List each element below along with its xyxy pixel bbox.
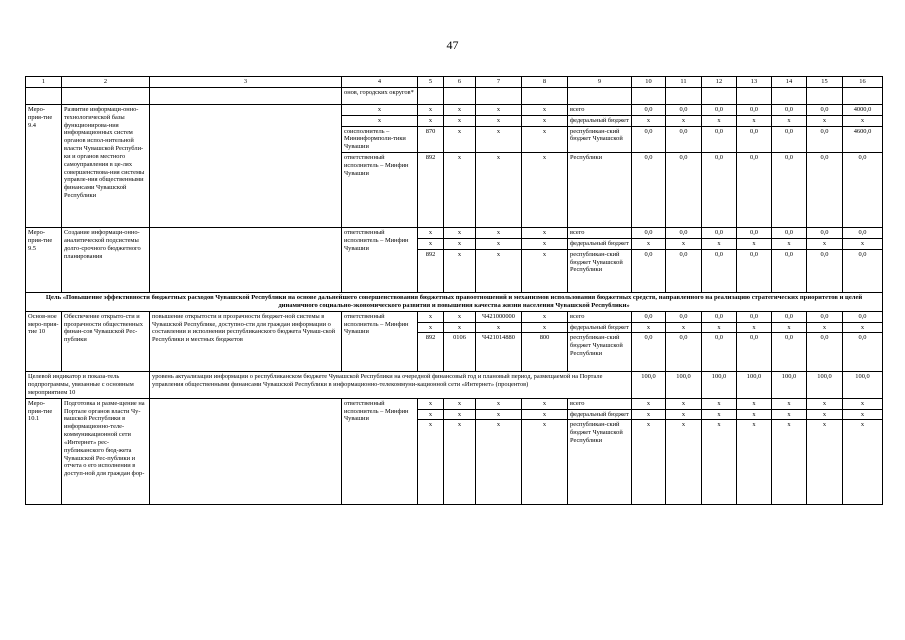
funding-source: федеральный бюджет [568,238,632,249]
table-cell: х [444,238,476,249]
table-cell: 892 [418,249,444,292]
value-cell: х [632,409,666,420]
table-cell [632,88,666,105]
funding-source: федеральный бюджет [568,409,632,420]
value-cell: 0,0 [666,249,702,292]
measure-code: Меро-прия-тие 10.1 [26,398,62,505]
value-cell: 0,0 [632,153,666,228]
column-number: 12 [702,77,737,88]
value-cell: 0,0 [807,311,843,322]
table-cell [522,88,568,105]
value-cell: 100,0 [666,372,702,398]
value-cell: х [807,409,843,420]
funding-source: республикан-ский бюджет Чувашской Республики [568,249,632,292]
value-cell: х [843,115,883,126]
value-cell: 0,0 [666,333,702,372]
table-cell [807,88,843,105]
value-cell: х [666,238,702,249]
page-number: 47 [446,38,459,52]
value-cell: 0,0 [702,153,737,228]
budget-table [25,76,883,505]
table-cell [666,88,702,105]
value-cell: 0,0 [807,249,843,292]
table-cell [150,88,342,105]
value-cell: х [666,398,702,409]
value-cell: х [772,115,807,126]
column-number: 16 [843,77,883,88]
value-cell: 0,0 [843,249,883,292]
value-cell: х [666,115,702,126]
table-cell: х [444,228,476,239]
value-cell: 0,0 [632,126,666,152]
table-cell: х [444,311,476,322]
goal-heading: Цель «Повышение эффективности бюджетных расходов Чувашской Республики на основе дальнейшего совершенствования бюджетных правоотношений и механизмов использования бюджетных средств, направленного на реализацию стратегических приоритетов и целей динамичного социально-экономического развития и повышения качества жизни населения Чувашской Республики» [26,292,883,311]
column-number: 7 [476,77,522,88]
value-cell: х [772,322,807,333]
value-cell: 0,0 [702,126,737,152]
value-cell: х [666,420,702,505]
table-cell: х [476,322,522,333]
table-cell: х [418,420,444,505]
table-cell [62,88,150,105]
value-cell: 0,0 [772,153,807,228]
table-cell: х [444,420,476,505]
value-cell: 0,0 [737,333,772,372]
table-cell: х [476,398,522,409]
table-cell: х [444,398,476,409]
responsible-cell: соисполнитель – Мининформполи-тики Чувашии [342,126,418,152]
table-cell: х [522,228,568,239]
indicator-label: Целевой индикатор и показа-тель подпрограммы, увязанные с основным мероприятием 10 [26,372,150,398]
table-cell: х [444,126,476,152]
value-cell: 0,0 [807,228,843,239]
value-cell: х [737,238,772,249]
value-cell: 0,0 [666,126,702,152]
value-cell: 0,0 [632,249,666,292]
value-cell: х [632,115,666,126]
header-row [26,77,883,88]
table-cell: Ч421000000 [476,311,522,322]
funding-source: республикан-ский бюджет Чувашской Республики [568,333,632,372]
value-cell: 0,0 [666,311,702,322]
table-cell: х [476,249,522,292]
table-cell: х [522,153,568,228]
value-cell: 0,0 [772,126,807,152]
indicator-row [26,372,883,398]
value-cell: х [737,398,772,409]
value-cell: 100,0 [737,372,772,398]
value-cell: х [702,238,737,249]
value-cell: х [702,409,737,420]
value-cell: 0,0 [666,153,702,228]
measure-name: Создание информаци-онно-аналитической подсистемы долго-срочного бюджетного планирования [62,228,150,293]
value-cell: х [737,322,772,333]
table-cell [418,88,444,105]
column-number: 2 [62,77,150,88]
value-cell: 0,0 [702,228,737,239]
table-cell: х [444,153,476,228]
value-cell: х [807,322,843,333]
table-cell: х [476,105,522,116]
value-cell: 0,0 [807,126,843,152]
responsible-cell: ответственный исполнитель – Минфин Чувашии [342,153,418,228]
funding-source: всего [568,398,632,409]
value-cell: х [772,409,807,420]
table-cell [150,105,342,228]
value-cell: 100,0 [807,372,843,398]
table-cell [843,88,883,105]
table-cell [737,88,772,105]
value-cell: 0,0 [843,333,883,372]
value-cell: 0,0 [772,249,807,292]
value-cell: 0,0 [737,153,772,228]
value-cell: х [702,398,737,409]
column-number: 13 [737,77,772,88]
funding-source: всего [568,311,632,322]
value-cell: 0,0 [772,228,807,239]
column-number: 5 [418,77,444,88]
value-cell: х [807,238,843,249]
measure-code: Меро-прия-тие 9.4 [26,105,62,228]
table-cell: х [444,115,476,126]
table-cell: х [418,115,444,126]
funding-source: всего [568,105,632,116]
value-cell: х [843,322,883,333]
value-cell: х [807,420,843,505]
table-cell: х [476,409,522,420]
table-cell: х [418,311,444,322]
column-number: 10 [632,77,666,88]
table-cell: х [476,420,522,505]
measure-name: Развитие информаци-онно-технологической базы функционирова-ния информационных систем органов испол-нительной власти Чувашской Республи-ки и органов местного самоуправления в це-лях совершенствова-ния системы управле-ния общественными финансами Чувашской Республики [62,105,150,228]
table-cell: х [444,322,476,333]
table-cell: х [522,311,568,322]
table-cell: 892 [418,153,444,228]
table-cell [444,88,476,105]
value-cell: 0,0 [807,333,843,372]
continuation-row [26,88,883,105]
value-cell: 0,0 [702,333,737,372]
value-cell: 0,0 [807,153,843,228]
value-cell: х [632,398,666,409]
table-cell: х [476,126,522,152]
table-cell: х [418,322,444,333]
measure-9-5-row [26,228,883,239]
table-cell: 800 [522,333,568,372]
value-cell: 0,0 [632,311,666,322]
value-cell: х [737,409,772,420]
value-cell: 100,0 [702,372,737,398]
table-cell: х [522,126,568,152]
table-cell: х [522,115,568,126]
funding-source: Республики [568,153,632,228]
task-cell: повышение открытости и прозрачности бюджет-ной системы в Чувашской Республике, доступно-сти для граждан информации о составлении и исполнении республиканского бюджета Чуваш-ской Республики и местных бюджетов [150,311,342,372]
table-cell: 892 [418,333,444,372]
measure-10-1-row [26,398,883,409]
table-cell: х [418,398,444,409]
funding-source: федеральный бюджет [568,322,632,333]
column-number: 9 [568,77,632,88]
column-number: 4 [342,77,418,88]
table-cell: х [476,153,522,228]
measure-name: Подготовка и разме-щение на Портале органов власти Чу-вашской Республики в информационно-теле-коммуникационной сети «Интернет» рес-публиканского бюд-жета Чувашской Рес-публики и отчета о его исполнении в доступ-ной для граждан фор- [62,398,150,505]
value-cell: 0,0 [632,333,666,372]
responsible-cell: х [342,115,418,126]
funding-source: республикан-ский бюджет Чувашской [568,126,632,152]
column-number: 6 [444,77,476,88]
table-cell: х [522,322,568,333]
table-cell [568,88,632,105]
column-number: 8 [522,77,568,88]
responsible-cell: х [342,105,418,116]
value-cell: х [632,322,666,333]
table-cell: х [476,228,522,239]
funding-source: республикан-ский бюджет Чувашской Республики [568,420,632,505]
table-cell: х [476,238,522,249]
value-cell: 0,0 [737,126,772,152]
value-cell: х [843,420,883,505]
indicator-text: уровень актуализации информации о республиканском бюджете Чувашской Республики на очередной финансовый год и плановый период, размещаемой на Портале управления общественными финансами Чувашской Республики в информационно-телекоммуни-кационной сети «Интернет» (процентов) [150,372,632,398]
value-cell: 0,0 [737,311,772,322]
participants-cell: онов, городских округов* [342,88,418,105]
table-cell: х [522,409,568,420]
column-number: 1 [26,77,62,88]
value-cell: х [807,115,843,126]
value-cell: 4000,0 [843,105,883,116]
value-cell: х [772,238,807,249]
table-cell: х [476,115,522,126]
measure-name: Обеспечение открыто-сти и прозрачности общественных финан-сов Чувашской Рес-публики [62,311,150,372]
measure-9-4-row [26,105,883,116]
value-cell: х [632,420,666,505]
value-cell: 0,0 [632,228,666,239]
funding-source: всего [568,228,632,239]
value-cell: х [772,398,807,409]
measure-code: Основ-ное меро-прия-тие 10 [26,311,62,372]
responsible-cell: ответственный исполнитель – Минфин Чувашии [342,398,418,505]
value-cell: 0,0 [632,105,666,116]
table-cell [702,88,737,105]
responsible-cell: ответственный исполнитель – Минфин Чувашии [342,311,418,372]
table-cell [150,228,342,293]
value-cell: х [737,115,772,126]
table-cell: х [418,238,444,249]
responsible-cell: ответственный исполнитель – Минфин Чувашии [342,228,418,293]
value-cell: 0,0 [843,153,883,228]
value-cell: 0,0 [737,249,772,292]
value-cell: х [632,238,666,249]
value-cell: х [702,420,737,505]
value-cell: 0,0 [772,311,807,322]
goal-row [26,292,883,311]
table-cell: х [522,249,568,292]
value-cell: 0,0 [702,249,737,292]
value-cell: х [772,420,807,505]
column-number: 3 [150,77,342,88]
value-cell: х [737,420,772,505]
measure-code: Меро-прия-тие 9.5 [26,228,62,293]
table-cell: х [418,105,444,116]
main-measure-10-row [26,311,883,322]
value-cell: х [666,409,702,420]
value-cell: 0,0 [843,311,883,322]
table-cell: х [418,409,444,420]
value-cell: х [807,398,843,409]
table-cell: х [522,398,568,409]
table-cell: 0106 [444,333,476,372]
value-cell: х [843,398,883,409]
table-cell [476,88,522,105]
column-number: 14 [772,77,807,88]
value-cell: 100,0 [632,372,666,398]
table-cell: х [522,420,568,505]
value-cell: 0,0 [772,333,807,372]
value-cell: 100,0 [843,372,883,398]
table-cell: х [444,249,476,292]
funding-source: федеральный бюджет [568,115,632,126]
value-cell: х [702,322,737,333]
value-cell: 100,0 [772,372,807,398]
table-cell: Ч421014880 [476,333,522,372]
value-cell: 0,0 [702,311,737,322]
value-cell: х [843,238,883,249]
table-cell: х [418,228,444,239]
table-cell [150,398,342,505]
value-cell: 0,0 [772,105,807,116]
value-cell: 0,0 [807,105,843,116]
column-number: 11 [666,77,702,88]
value-cell: 4600,0 [843,126,883,152]
table-cell: х [444,409,476,420]
table-cell [26,88,62,105]
value-cell: 0,0 [666,228,702,239]
value-cell: 0,0 [666,105,702,116]
table-cell [772,88,807,105]
table-cell: х [522,105,568,116]
value-cell: х [666,322,702,333]
table-cell: х [522,238,568,249]
value-cell: 0,0 [843,228,883,239]
column-number: 15 [807,77,843,88]
value-cell: х [843,409,883,420]
table-cell: х [444,105,476,116]
value-cell: 0,0 [737,228,772,239]
value-cell: 0,0 [737,105,772,116]
value-cell: 0,0 [702,105,737,116]
table-cell: 870 [418,126,444,152]
value-cell: х [702,115,737,126]
